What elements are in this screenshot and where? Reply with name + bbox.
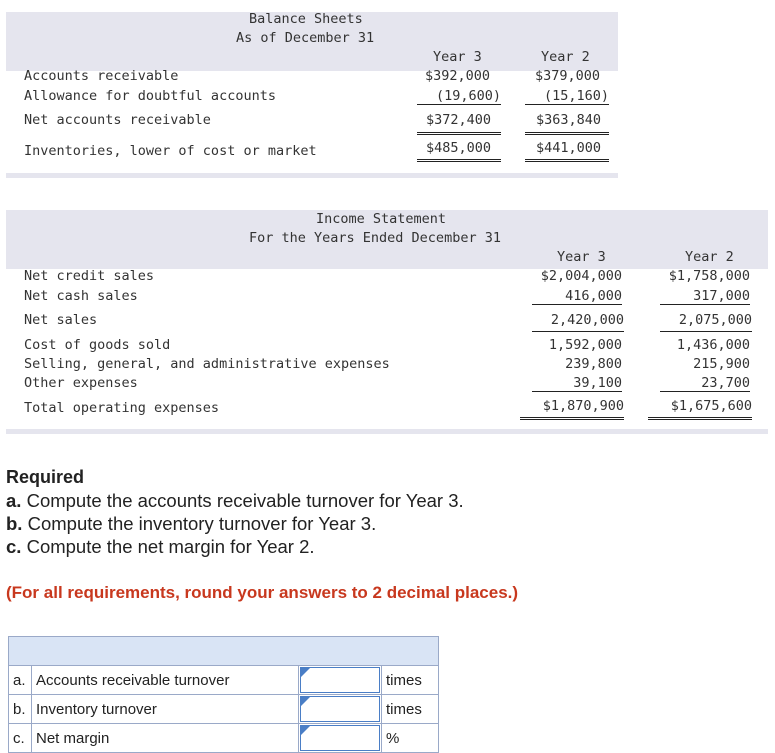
is-label-cogs: Cost of goods sold	[24, 337, 171, 353]
is-y3-net-credit-sales: $2,004,000	[540, 268, 622, 284]
answer-unit: %	[382, 724, 439, 753]
is-y3-cogs: 1,592,000	[548, 337, 622, 353]
answer-table	[8, 636, 439, 753]
is-label-total-operating-expenses: Total operating expenses	[24, 400, 220, 416]
is-y3-net-sales: 2,420,000	[532, 312, 624, 332]
input-box[interactable]	[300, 725, 380, 751]
required-item-c: c. Compute the net margin for Year 2.	[6, 536, 315, 557]
bs-y2-accounts-receivable: $379,000	[534, 68, 600, 84]
is-y2-other-expenses: 23,700	[660, 375, 750, 392]
answer-label: Net margin	[32, 724, 299, 753]
is-y3-total-operating-expenses: $1,870,900	[520, 398, 624, 420]
income-statement-title: Income Statement	[316, 211, 447, 227]
answer-unit: times	[382, 695, 439, 724]
bs-label-allowance: Allowance for doubtful accounts	[24, 88, 276, 104]
is-y2-net-credit-sales: $1,758,000	[668, 268, 750, 284]
is-label-other-expenses: Other expenses	[24, 375, 138, 391]
answer-header	[9, 637, 439, 666]
bs-col-year3: Year 3	[433, 49, 482, 65]
is-y2-cogs: 1,436,000	[676, 337, 750, 353]
answer-row-c	[9, 724, 439, 753]
bs-y2-inventories: $441,000	[525, 140, 609, 162]
is-col-year2: Year 2	[685, 249, 734, 265]
bs-y3-inventories: $485,000	[417, 140, 501, 162]
net-margin-input[interactable]	[299, 724, 382, 753]
input-box[interactable]	[300, 696, 380, 722]
input-box[interactable]	[300, 667, 380, 693]
answer-letter: c.	[9, 724, 32, 753]
is-label-net-sales: Net sales	[24, 312, 98, 328]
required-item-b: b. Compute the inventory turnover for Year 3.	[6, 513, 377, 534]
bs-y2-allowance: (15,160)	[525, 88, 609, 105]
answer-letter: a.	[9, 666, 32, 695]
is-y2-net-cash-sales: 317,000	[660, 288, 750, 305]
answer-row-b	[9, 695, 439, 724]
inventory-turnover-input[interactable]	[299, 695, 382, 724]
is-y3-other-expenses: 39,100	[532, 375, 622, 392]
income-statement-subtitle: For the Years Ended December 31	[249, 230, 501, 246]
bs-y2-net-ar: $363,840	[525, 112, 609, 135]
is-label-net-credit-sales: Net credit sales	[24, 268, 155, 284]
required-item-a: a. Compute the accounts receivable turnover for Year 3.	[6, 490, 464, 511]
bs-y3-net-ar: $372,400	[417, 112, 501, 135]
bs-label-inventories: Inventories, lower of cost or market	[24, 143, 317, 159]
bs-col-year2: Year 2	[541, 49, 590, 65]
input-flag-icon	[301, 697, 310, 706]
answer-header-row	[9, 637, 439, 666]
bs-y3-allowance: (19,600)	[417, 88, 501, 105]
bs-y3-accounts-receivable: $392,000	[424, 68, 490, 84]
is-y2-total-operating-expenses: $1,675,600	[648, 398, 752, 420]
answer-row-a	[9, 666, 439, 695]
bs-label-accounts-receivable: Accounts receivable	[24, 68, 179, 84]
ar-turnover-input[interactable]	[299, 666, 382, 695]
is-y2-net-sales: 2,075,000	[660, 312, 752, 332]
answer-label: Inventory turnover	[32, 695, 299, 724]
input-flag-icon	[301, 726, 310, 735]
balance-sheet-subtitle: As of December 31	[236, 30, 375, 46]
bs-label-net-ar: Net accounts receivable	[24, 112, 211, 128]
input-flag-icon	[301, 668, 310, 677]
is-label-net-cash-sales: Net cash sales	[24, 288, 138, 304]
is-y3-sga: 239,800	[565, 356, 622, 372]
income-statement-bottom-band	[6, 429, 768, 434]
answer-unit: times	[382, 666, 439, 695]
is-col-year3: Year 3	[557, 249, 606, 265]
answer-label: Accounts receivable turnover	[32, 666, 299, 695]
required-heading: Required	[6, 467, 85, 487]
rounding-note: (For all requirements, round your answers to 2 decimal places.)	[6, 583, 519, 602]
balance-sheet-bottom-band	[6, 173, 618, 178]
answer-letter: b.	[9, 695, 32, 724]
is-label-sga: Selling, general, and administrative expenses	[24, 356, 390, 372]
balance-sheet-title: Balance Sheets	[249, 11, 363, 27]
is-y3-net-cash-sales: 416,000	[532, 288, 622, 305]
is-y2-sga: 215,900	[693, 356, 750, 372]
